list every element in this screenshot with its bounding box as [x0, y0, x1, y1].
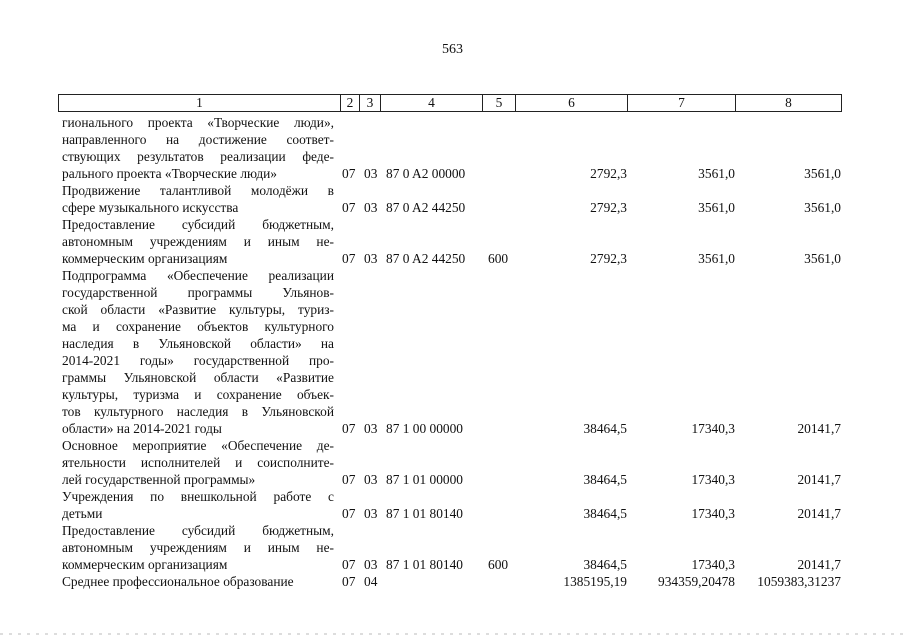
description-line: тов культурного наследия в Ульяновской [62, 404, 334, 419]
table-row [0, 522, 905, 573]
amount-col-8: 3561,0 [804, 251, 841, 266]
description-line: Предоставление субсидий бюджетным, [62, 523, 334, 538]
subsection-code: 03 [364, 166, 378, 181]
description-line: граммы Ульяновской области «Развитие [62, 370, 334, 385]
description-line: ствующих результатов реализации феде- [62, 149, 334, 164]
description-line: государственной программы Ульянов- [62, 285, 334, 300]
target-article-code: 87 1 00 00000 [386, 421, 463, 436]
amount-col-7: 17340,3 [691, 506, 735, 521]
table-row [0, 182, 905, 216]
target-article-code: 87 1 01 00000 [386, 472, 463, 487]
amount-col-7: 17340,3 [691, 472, 735, 487]
table-row [0, 114, 905, 182]
subsection-code: 03 [364, 251, 378, 266]
section-code: 07 [342, 557, 356, 572]
header-col-4: 4 [380, 94, 482, 112]
section-code: 07 [342, 166, 356, 181]
description-line: Продвижение талантливой молодёжи в [62, 183, 334, 198]
row-description [62, 267, 334, 437]
section-code: 07 [342, 421, 356, 436]
description-line: сфере музыкального искусства [62, 200, 239, 215]
row-description [62, 182, 334, 216]
table-row [0, 267, 905, 437]
amount-col-8: 20141,7 [797, 557, 841, 572]
amount-col-7: 3561,0 [698, 251, 735, 266]
subsection-code: 03 [364, 557, 378, 572]
section-code: 07 [342, 506, 356, 521]
amount-col-8: 20141,7 [797, 472, 841, 487]
section-code: 07 [342, 574, 356, 589]
header-col-5: 5 [482, 94, 515, 112]
row-description [62, 522, 334, 573]
description-line: ской области «Развитие культуры, туриз- [62, 302, 334, 317]
row-description [62, 488, 334, 522]
subsection-code: 03 [364, 421, 378, 436]
description-line: коммерческим организациям [62, 557, 228, 572]
amount-col-6: 38464,5 [583, 472, 627, 487]
description-line: Учреждения по внешкольной работе с [62, 489, 334, 504]
expense-type-code: 600 [488, 251, 509, 266]
subsection-code: 03 [364, 506, 378, 521]
description-line: коммерческим организациям [62, 251, 228, 266]
target-article-code: 87 0 A2 44250 [386, 251, 466, 266]
page-number: 563 [442, 42, 463, 57]
table-row [0, 573, 905, 590]
header-col-6: 6 [515, 94, 627, 112]
amount-col-8: 3561,0 [804, 166, 841, 181]
description-line: культуры, туризма и сохранение объек- [62, 387, 334, 402]
header-col-1: 1 [58, 94, 340, 112]
amount-col-7: 3561,0 [698, 200, 735, 215]
amount-col-6: 2792,3 [590, 200, 627, 215]
amount-col-7: 17340,3 [691, 557, 735, 572]
description-line: Предоставление субсидий бюджетным, [62, 217, 334, 232]
amount-col-8: 1059383,31237 [757, 574, 841, 589]
description-line: Среднее профессиональное образование [62, 574, 294, 589]
table-row [0, 437, 905, 488]
description-line: гионального проекта «Творческие люди», [62, 115, 334, 130]
amount-col-7: 3561,0 [698, 166, 735, 181]
row-description [62, 114, 334, 182]
description-line: области» на 2014-2021 годы [62, 421, 222, 436]
subsection-code: 04 [364, 574, 378, 589]
amount-col-6: 38464,5 [583, 506, 627, 521]
section-code: 07 [342, 200, 356, 215]
amount-col-6: 1385195,19 [563, 574, 627, 589]
description-line: ятельности исполнителей и соисполните- [62, 455, 334, 470]
amount-col-6: 2792,3 [590, 166, 627, 181]
description-line: детьми [62, 506, 103, 521]
scan-edge-noise [0, 633, 905, 635]
header-col-2: 2 [340, 94, 359, 112]
target-article-code: 87 0 A2 44250 [386, 200, 466, 215]
row-description [62, 573, 334, 590]
description-line: Подпрограмма «Обеспечение реализации [62, 268, 334, 283]
subsection-code: 03 [364, 472, 378, 487]
description-line: автономным учреждениям и иным не- [62, 540, 334, 555]
target-article-code: 87 1 01 80140 [386, 506, 463, 521]
amount-col-8: 3561,0 [804, 200, 841, 215]
amount-col-6: 2792,3 [590, 251, 627, 266]
description-line: автономным учреждениям и иным не- [62, 234, 334, 249]
target-article-code: 87 1 01 80140 [386, 557, 463, 572]
amount-col-8: 20141,7 [797, 421, 841, 436]
amount-col-7: 934359,20478 [658, 574, 735, 589]
row-description [62, 216, 334, 267]
amount-col-6: 38464,5 [583, 557, 627, 572]
table-row [0, 488, 905, 522]
description-line: наследия в Ульяновской области» на [62, 336, 334, 351]
description-line: рального проекта «Творческие люди» [62, 166, 278, 181]
amount-col-6: 38464,5 [583, 421, 627, 436]
amount-col-8: 20141,7 [797, 506, 841, 521]
description-line: направленного на достижение соответ- [62, 132, 334, 147]
row-description [62, 437, 334, 488]
description-line: ма и сохранение объектов культурного [62, 319, 334, 334]
description-line: Основное мероприятие «Обеспечение де- [62, 438, 334, 453]
header-col-7: 7 [627, 94, 735, 112]
amount-col-7: 17340,3 [691, 421, 735, 436]
header-col-3: 3 [359, 94, 380, 112]
expense-type-code: 600 [488, 557, 509, 572]
subsection-code: 03 [364, 200, 378, 215]
description-line: лей государственной программы» [62, 472, 256, 487]
section-code: 07 [342, 472, 356, 487]
header-col-8: 8 [735, 94, 842, 112]
table-header [58, 94, 842, 112]
target-article-code: 87 0 A2 00000 [386, 166, 466, 181]
description-line: 2014-2021 годы» государственной про- [62, 353, 334, 368]
section-code: 07 [342, 251, 356, 266]
table-row [0, 216, 905, 267]
